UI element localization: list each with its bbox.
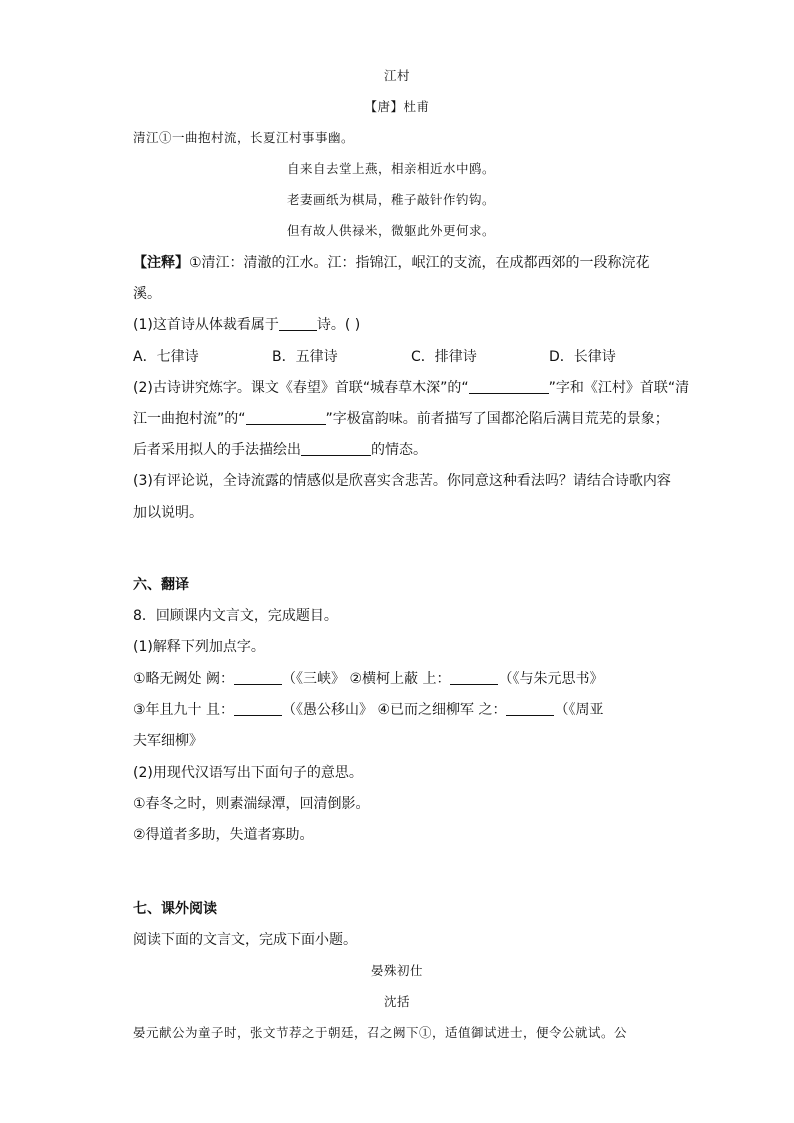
q2-text: 后者采用拟人的手法描绘出 [133, 442, 301, 458]
q8-text: ①略无阙处 阙： [133, 671, 235, 687]
q8-sub-2: (2)用现代汉语写出下面句子的意思。 [133, 765, 363, 781]
question-2-line-1 [133, 378, 689, 398]
reading-text: 晏元献公为童子时，张文节荐之于朝廷，召之阙下①，适值御试进士，便令公就试。公 [133, 1025, 628, 1040]
q2-text: ”字和《江村》首联“清 [548, 380, 690, 396]
q1-option-c[interactable]: C．排律诗 [411, 349, 477, 365]
q2-text: 的情态。 [371, 442, 427, 458]
answer-blank[interactable] [234, 669, 282, 685]
q1-stem-b: 诗。( ) [316, 317, 361, 333]
answer-blank[interactable] [246, 409, 326, 425]
poem-line-1: 清江①一曲抱村流，长夏江村事事幽。 [133, 130, 355, 145]
poem-line-4: 但有故人供禄米，微躯此外更何求。 [287, 223, 496, 238]
q8-sentence-2: ②得道者多助，失道者寡助。 [133, 827, 314, 843]
section-7-heading: 七、课外阅读 [133, 901, 217, 917]
q8-row-3: 夫军细柳》 [133, 733, 203, 749]
question-1-stem [133, 315, 360, 335]
reading-author: 沈括 [383, 994, 410, 1009]
question-2-line-2 [133, 409, 669, 429]
poem-author: 【唐】杜甫 [364, 99, 430, 114]
q2-text: 江一曲抱村流”的“ [133, 411, 246, 427]
answer-blank[interactable] [301, 440, 371, 456]
q1-option-d[interactable]: D．长律诗 [549, 349, 616, 365]
answer-blank[interactable] [506, 700, 554, 716]
note-line-1 [133, 253, 650, 273]
answer-blank[interactable] [469, 378, 549, 394]
reading-title: 晏殊初仕 [370, 963, 423, 978]
q8-text: （《三峡》 ②横柯上蔽 上： [282, 671, 451, 687]
question-3-line-2: 加以说明。 [133, 505, 203, 521]
question-3-line-1: (3)有评论说，全诗流露的情感似是欣喜实含悲苦。你同意这种看法吗？请结合诗歌内容 [133, 473, 671, 489]
section-6-heading: 六、翻译 [133, 577, 189, 593]
question-8: 8．回顾课内文言文，完成题目。 [133, 608, 338, 624]
answer-blank[interactable] [279, 315, 317, 331]
poem-line-3: 老妻画纸为棋局，稚子敲针作钓钩。 [287, 192, 496, 207]
q8-sub-1: (1)解释下列加点字。 [133, 639, 265, 655]
poem-title: 江村 [383, 68, 410, 83]
q8-text: ③年且九十 且： [133, 702, 235, 718]
section-7-intro: 阅读下面的文言文，完成下面小题。 [133, 932, 357, 948]
note-text-1: ①清江：清澈的江水。江：指锦江，岷江的支流，在成都西郊的一段称浣花 [189, 255, 650, 271]
q8-text: （《与朱元思书》 [498, 671, 604, 687]
q1-stem-a: (1)这首诗从体裁看属于 [133, 317, 279, 333]
q2-text: (2)古诗讲究炼字。课文《春望》首联“城春草木深”的“ [133, 380, 469, 396]
q8-row-2 [133, 700, 603, 720]
question-2-line-3 [133, 440, 427, 460]
q1-option-a[interactable]: A．七律诗 [133, 349, 199, 365]
q2-text: ”字极富韵味。前者描写了国都沦陷后满目荒芜的景象； [325, 411, 669, 427]
q8-text: （《周亚 [554, 702, 604, 718]
q8-sentence-1: ①春冬之时，则素湍绿潭，回清倒影。 [133, 796, 370, 812]
poem-line-2: 自来自去堂上燕，相亲相近水中鸥。 [287, 161, 496, 176]
note-line-2: 溪。 [133, 286, 161, 302]
q8-text: （《愚公移山》 ④已而之细柳军 之： [282, 702, 507, 718]
q1-option-b[interactable]: B．五律诗 [272, 349, 338, 365]
answer-blank[interactable] [234, 700, 282, 716]
answer-blank[interactable] [450, 669, 498, 685]
note-label: 【注释】 [133, 255, 189, 271]
q8-row-1 [133, 669, 603, 689]
